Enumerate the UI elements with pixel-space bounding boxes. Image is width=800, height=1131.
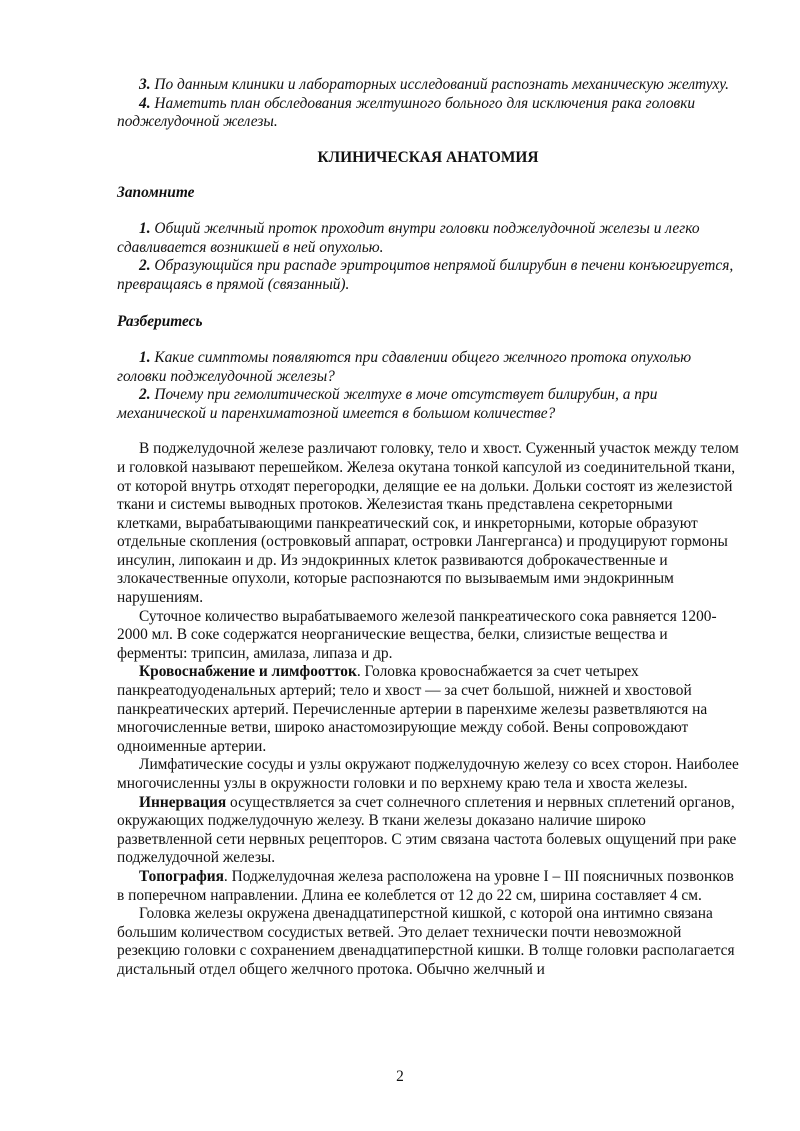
question-item-2 bbox=[117, 386, 739, 423]
paragraph-text: осуществляется за счет солнечного сплетения и нервных сплетений органов, окружающих поджелудочную железу. В ткани железы доказано наличие широко разветвленной сети нервных рецепторов. С этим связана частота болевых ощущений при раке поджелудочной железы. bbox=[117, 793, 737, 867]
paragraph-heading: Иннервация bbox=[139, 793, 227, 811]
item-text: Образующийся при распаде эритроцитов непрямой билирубин в печени конъюгируется, превращаясь в прямой (связанный). bbox=[117, 257, 734, 293]
paragraph-text: . Поджелудочная железа расположена на уровне I – III поясничных позвонков в поперечном направлении. Длина ее колеблется от 12 до 22 см, ширина составляет 4 см. bbox=[117, 867, 734, 904]
remember-title: Запомните bbox=[117, 184, 195, 202]
goal-item-3 bbox=[117, 76, 739, 95]
section-title: КЛИНИЧЕСКАЯ АНАТОМИЯ bbox=[317, 148, 539, 166]
paragraph-innervation bbox=[117, 794, 739, 868]
remember-item-2 bbox=[117, 257, 739, 294]
paragraph-topography bbox=[117, 868, 739, 905]
page-number: 2 bbox=[396, 1068, 404, 1085]
paragraph-structure: В поджелудочной железе различают головку, тело и хвост. Суженный участок между телом и головкой называют перешейком. Железа окутана тонкой капсулой из соединительной ткани, от которой внутрь отходят перегородки, делящие ее на дольки. Дольки состоят из железистой ткани и системы выводных протоков. Железистая ткань представлена секреторными клетками, вырабатывающими панкреатический сок, и инкреторными, которые образуют отдельные скопления (островковый аппарат, островки Лангерганса) и продуцируют гормоны инсулин, липокаин и др. Из эндокринных клеток развиваются доброкачественные и злокачественные опухоли, которые распознаются по вызываемым ими эндокринным нарушениям. bbox=[117, 440, 739, 607]
item-number: 1. bbox=[139, 348, 151, 366]
goal-item-4 bbox=[117, 95, 739, 132]
goal-text: Наметить план обследования желтушного больного для исключения рака головки поджелудочной железы. bbox=[117, 94, 696, 131]
paragraph-heading: Топография bbox=[139, 867, 224, 885]
goal-number: 4. bbox=[139, 94, 151, 112]
body-text bbox=[117, 440, 739, 979]
remember-item-1 bbox=[117, 220, 739, 257]
item-number: 2. bbox=[139, 386, 151, 404]
figure-out-title: Разберитесь bbox=[117, 313, 203, 331]
goal-number: 3. bbox=[139, 76, 151, 93]
paragraph-blood-supply bbox=[117, 663, 739, 756]
paragraph-head: Головка железы окружена двенадцатиперстной кишкой, с которой она интимно связана большим количеством сосудистых ветвей. Это делает технически почти невозможной резекцию головки с сохранением двенадцатиперстной кишки. В толще головки располагается дистальный отдел общего желчного протока. Обычно желчный и bbox=[117, 905, 735, 978]
question-item-1 bbox=[117, 349, 739, 386]
item-text: Какие симптомы появляются при сдавлении общего желчного протока опухолью головки поджелудочной железы? bbox=[117, 348, 692, 385]
item-text: Почему при гемолитической желтухе в моче отсутствует билирубин, а при механической и паренхиматозной имеется в большом количестве? bbox=[117, 386, 658, 422]
paragraph-secretion: Суточное количество вырабатываемого железой панкреатического сока равняется 1200-2000 мл. В соке содержатся неорганические вещества, белки, слизистые вещества и ферменты: трипсин, амилаза, липаза и др. bbox=[117, 607, 717, 662]
item-text: Общий желчный проток проходит внутри головки поджелудочной железы и легко сдавливается возникшей в ней опухолью. bbox=[117, 219, 700, 256]
paragraph-heading: Кровоснабжение и лимфоотток bbox=[139, 663, 357, 681]
page-content bbox=[117, 76, 739, 980]
item-number: 2. bbox=[139, 257, 151, 275]
goal-text: По данным клиники и лабораторных исследований распознать механическую желтуху. bbox=[150, 76, 729, 93]
paragraph-text: . Головка кровоснабжается за счет четырех панкреатодуоденальных артерий; тело и хвост — за счет большой, нижней и хвостовой панкреатических артерий. Перечисленные артерии в паренхиме железы разветвляются на многочисленные ветви, широко анастомозирующие между собой. Вены сопровождают одноименные артерии. bbox=[117, 663, 708, 755]
item-number: 1. bbox=[139, 219, 151, 237]
paragraph-lymph: Лимфатические сосуды и узлы окружают поджелудочную железу со всех сторон. Наиболее многочисленны узлы в окружности головки и по верхнему краю тела и хвоста железы. bbox=[117, 756, 739, 792]
